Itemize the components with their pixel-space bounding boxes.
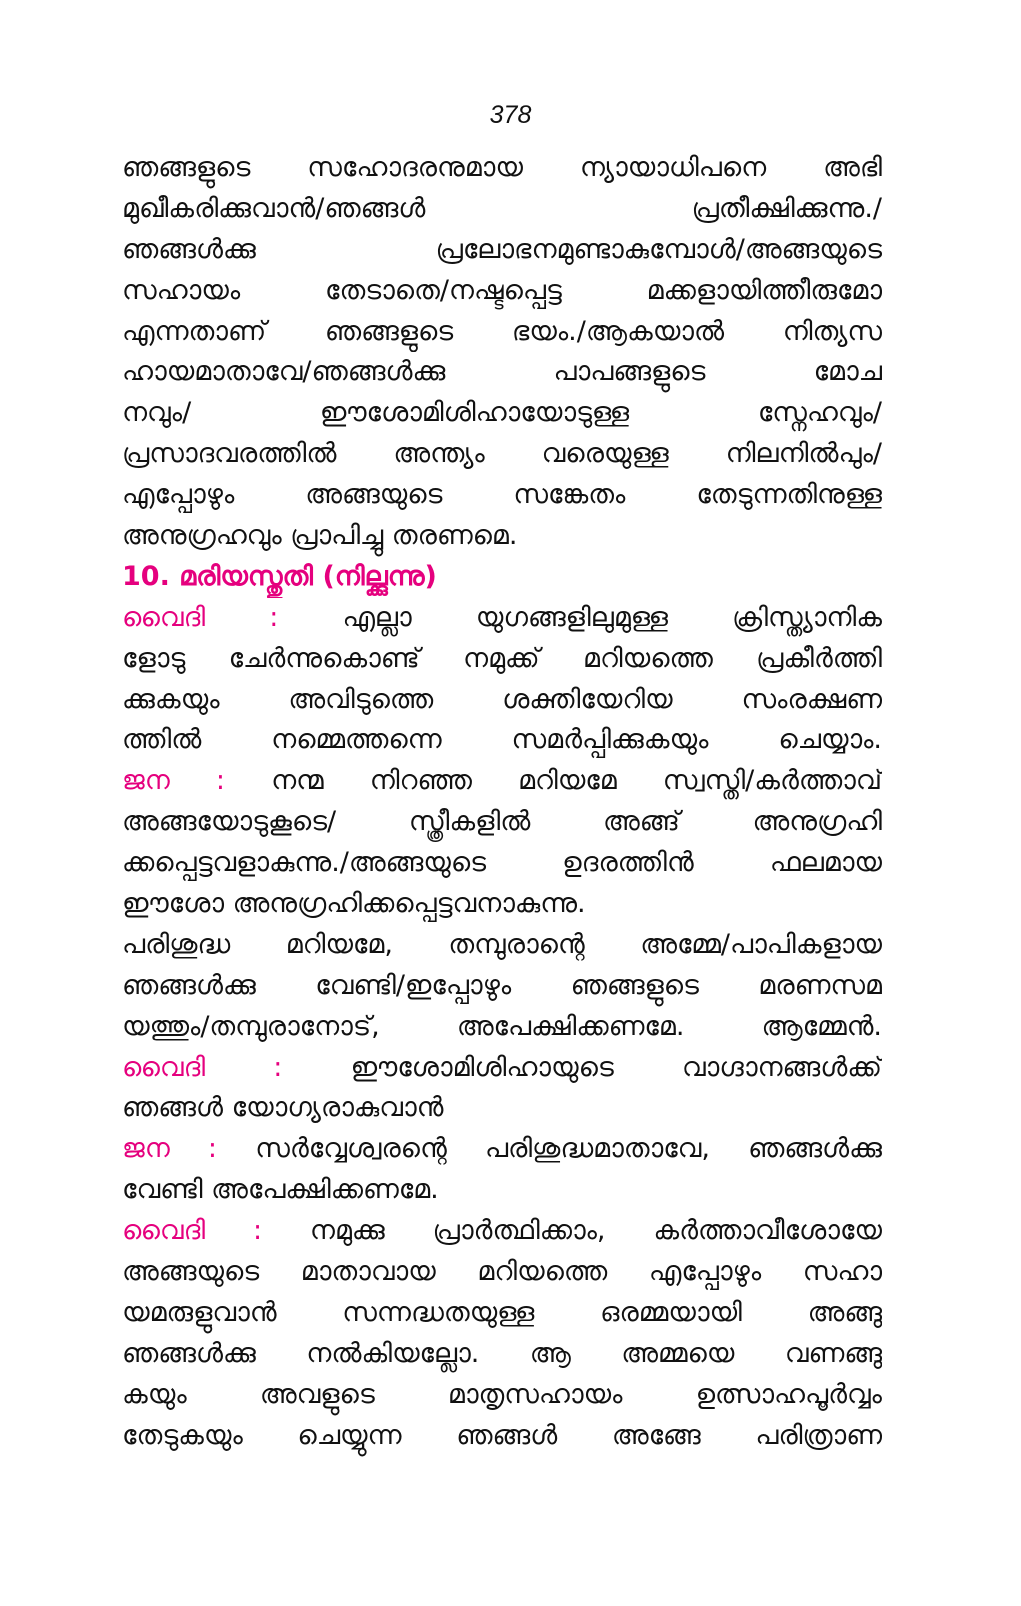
body-line: ഞങ്ങൾ യോഗ്യരാകുവാൻ	[122, 1092, 444, 1124]
body-line: കയും അവളുടെ മാതൃസഹായം ഉത്സാഹപൂർവ്വം	[122, 1378, 882, 1410]
speaker-text: സർവ്വേശ്വരന്റെ പരിശുദ്ധമാതാവേ, ഞങ്ങൾക്കു	[255, 1133, 882, 1165]
body-line: ഞങ്ങളുടെ സഹോദരനുമായ ന്യായാധിപനെ അഭി	[122, 152, 882, 183]
body-line: ഹായമാതാവേ/ഞങ്ങൾക്കു പാപങ്ങളുടെ മോച	[122, 356, 882, 388]
speaker-text: നന്മ നിറഞ്ഞ മറിയമേ സ്വസ്തി/കർത്താവ്	[271, 765, 882, 797]
body-line: ക്കപ്പെട്ടവളാകുന്നു./അങ്ങയുടെ ഉദരത്തിൻ ഫലമായ	[122, 847, 882, 879]
body-line: അങ്ങയുടെ മാതാവായ മറിയത്തെ എപ്പോഴും സഹാ	[122, 1256, 882, 1288]
body-line: ത്തിൽ നമ്മെത്തന്നെ സമർപ്പിക്കുകയും ചെയ്യാം.	[122, 724, 882, 756]
body-line: യമരുളുവാൻ സന്നദ്ധതയുള്ള ഒരമ്മയായി അങ്ങു	[122, 1296, 882, 1328]
body-line: പരിശുദ്ധ മറിയമേ, തമ്പുരാന്റെ അമ്മേ/പാപികളായ	[122, 928, 882, 960]
body-line: ഞങ്ങൾക്കു പ്രലോഭനമുണ്ടാകുമ്പോൾ/അങ്ങയുടെ	[122, 233, 882, 265]
body-line: മുഖീകരിക്കുവാൻ/ഞങ്ങൾ പ്രതീക്ഷിക്കുന്നു./	[122, 192, 882, 224]
body-line: യത്തും/തമ്പുരാനോട്, അപേക്ഷിക്കണമേ. ആമ്മേൻ.	[122, 1010, 882, 1042]
speaker-label: വൈദി :	[122, 1215, 263, 1247]
body-line: തേടുകയും ചെയ്യുന്ന ഞങ്ങൾ അങ്ങേ പരിത്രാണ	[122, 1419, 882, 1451]
speaker-text: ഈശോമിശിഹായുടെ വാഗ്ദാനങ്ങൾക്ക്	[350, 1051, 882, 1083]
page-number: 378	[489, 101, 532, 129]
section-heading: 10. മരിയസ്തുതി (നില്ക്കുന്നു)	[122, 560, 437, 592]
speaker-line	[122, 1048, 882, 1089]
body-line: എന്നതാണ് ഞങ്ങളുടെ ഭയം./ആകയാൽ നിത്യസ	[122, 315, 882, 347]
speaker-label: വൈദി :	[122, 601, 279, 633]
body-line: ഈശോ അനുഗ്രഹിക്കപ്പെട്ടവനാകുന്നു.	[122, 888, 586, 920]
body-line: അനുഗ്രഹവും പ്രാപിച്ചു തരണമെ.	[122, 520, 518, 552]
speaker-line	[122, 761, 882, 802]
body-line: ഞങ്ങൾക്കു വേണ്ടി/ഇപ്പോഴും ഞങ്ങളുടെ മരണസമ	[122, 969, 882, 1001]
speaker-line	[122, 1129, 882, 1170]
speaker-text: എല്ലാ യുഗങ്ങളിലുമുള്ള ക്രിസ്ത്യാനിക	[342, 601, 882, 633]
body-line: വേണ്ടി അപേക്ഷിക്കണമേ.	[122, 1174, 439, 1206]
body-line: പ്രസാദവരത്തിൽ അന്ത്യം വരെയുള്ള നിലനിൽപും/	[122, 438, 882, 470]
speaker-label: വൈദി :	[122, 1051, 283, 1083]
page-body	[122, 148, 882, 1457]
speaker-line	[122, 598, 882, 639]
speaker-label: ജന :	[122, 1133, 218, 1165]
speaker-label: ജന :	[122, 765, 225, 797]
body-line: സഹായം തേടാതെ/നഷ്ടപ്പെട്ട മക്കളായിത്തീരുമോ	[122, 274, 882, 306]
body-line: ഞങ്ങൾക്കു നൽകിയല്ലോ. ആ അമ്മയെ വണങ്ങു	[122, 1337, 882, 1369]
speaker-line	[122, 1211, 882, 1252]
body-line: ക്കുകയും അവിടുത്തെ ശക്തിയേറിയ സംരക്ഷണ	[122, 683, 882, 715]
speaker-text: നമുക്കു പ്രാർത്ഥിക്കാം, കർത്താവീശോയേ	[309, 1215, 882, 1247]
body-line: നവും/ ഈശോമിശിഹായോടുള്ള സ്നേഹവും/	[122, 397, 882, 429]
body-line: ളോടു ചേർന്നുകൊണ്ട് നമുക്ക് മറിയത്തെ പ്രകീർത്തി	[122, 642, 882, 674]
body-line: അങ്ങയോടുകൂടെ/ സ്ത്രീകളിൽ അങ്ങ് അനുഗ്രഹി	[122, 806, 882, 838]
body-line: എപ്പോഴും അങ്ങയുടെ സങ്കേതം തേടുന്നതിനുള്ള	[122, 479, 882, 511]
